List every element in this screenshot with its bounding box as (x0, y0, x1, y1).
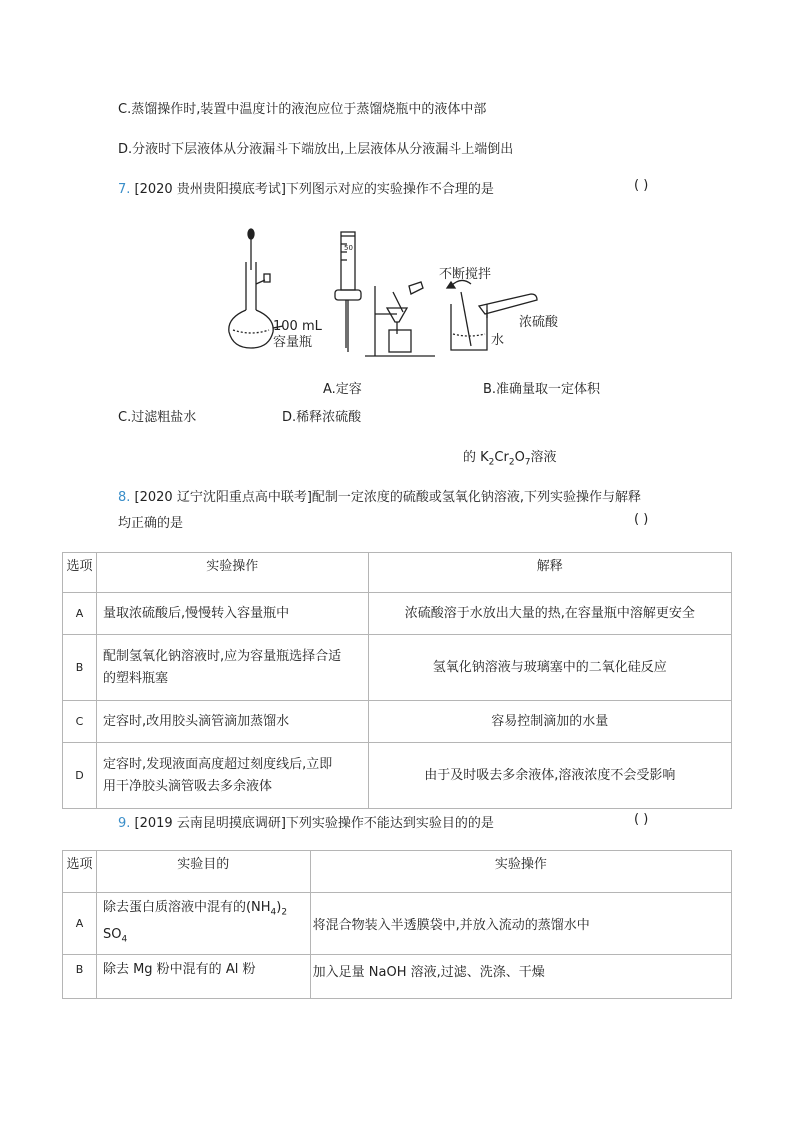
header-option: 选项 (63, 851, 97, 893)
flask-name-label: 容量瓶 (273, 335, 313, 350)
row-explanation: 浓硫酸溶于水放出大量的热,在容量瓶中溶解更安全 (368, 593, 731, 635)
question-8-line2: 均正确的是 (118, 516, 184, 531)
row-explanation: 由于及时吸去多余液体,溶液浓度不会受影响 (368, 743, 731, 809)
subscript: 2 (281, 907, 288, 918)
text-fragment: 除去蛋白质溶液中混有的(NH (102, 899, 271, 915)
table-row (63, 743, 732, 809)
q7-option-b-continuation (463, 446, 557, 468)
answer-paren: ( ) (634, 512, 649, 527)
table-row (63, 593, 732, 635)
answer-paren: ( ) (634, 812, 649, 827)
row-operation (96, 635, 368, 701)
question-7 (118, 178, 494, 197)
table-header-row (63, 553, 732, 593)
goal-line (103, 897, 310, 924)
operation-line: 的塑料瓶塞 (102, 670, 168, 686)
row-option: B (63, 955, 97, 999)
question-text: [2020 辽宁沈阳重点高中联考]配制一定浓度的硫酸或氢氧化钠溶液,下列实验操作与解释 (134, 490, 642, 505)
q8-table (62, 552, 732, 809)
subscript: 4 (121, 934, 128, 945)
option-c-text: C.蒸馏操作时,装置中温度计的液泡应位于蒸馏烧瓶中的液体中部 (118, 102, 487, 117)
question-text: [2019 云南昆明摸底调研]下列实验操作不能达到实验目的的是 (134, 816, 494, 831)
q7-option-d: D.稀释浓硫酸 (282, 410, 362, 425)
filtration-apparatus-icon (365, 282, 435, 356)
row-explanation: 容易控制滴加的水量 (368, 701, 731, 743)
q7-option-b: B.准确量取一定体积 (483, 382, 601, 397)
row-operation (96, 701, 368, 743)
subscript: 4 (270, 907, 277, 918)
table-row (63, 955, 732, 999)
table-row (63, 893, 732, 955)
text-fragment: SO (102, 926, 122, 942)
text-fragment: Cr (494, 450, 509, 465)
q9-table (62, 850, 732, 999)
row-operation (96, 743, 368, 809)
text-fragment: ) (276, 899, 282, 915)
water-label: 水 (491, 333, 505, 348)
header-explanation: 解释 (368, 553, 731, 593)
operation-line: 定容时,发现液面高度超过刻度线后,立即 (102, 756, 333, 772)
subscript: 7 (524, 457, 531, 468)
row-option: B (63, 635, 97, 701)
question-9 (118, 812, 494, 831)
text-fragment: 溶液 (530, 450, 557, 465)
operation-line: 配制氢氧化钠溶液时,应为容量瓶选择合适 (102, 648, 342, 664)
row-option: A (63, 593, 97, 635)
q7-option-c: C.过滤粗盐水 (118, 410, 197, 425)
subscript: 2 (488, 457, 495, 468)
flask-volume-label: 100 mL (273, 319, 322, 334)
answer-paren: ( ) (634, 178, 649, 193)
header-operation: 实验操作 (96, 553, 368, 593)
stir-label: 不断搅拌 (439, 267, 492, 282)
table-row (63, 635, 732, 701)
goal-line (103, 924, 310, 951)
operation-line: 用干净胶头滴管吸去多余液体 (102, 778, 272, 794)
question-text: [2020 贵州贵阳摸底考试]下列图示对应的实验操作不合理的是 (134, 182, 494, 197)
header-option: 选项 (63, 553, 97, 593)
text-fragment: 的 K (463, 450, 489, 465)
operation-line: 量取浓硫酸后,慢慢转入容量瓶中 (102, 605, 290, 621)
question-number: 7. (118, 182, 131, 197)
header-goal: 实验目的 (96, 851, 310, 893)
q7-option-a: A.定容 (323, 382, 362, 397)
table-row (63, 701, 732, 743)
row-goal: 除去 Mg 粉中混有的 Al 粉 (96, 955, 310, 999)
table-header-row (63, 851, 732, 893)
text-fragment: O (514, 450, 525, 465)
question-8 (118, 486, 641, 505)
row-option: D (63, 743, 97, 809)
question-number: 9. (118, 816, 131, 831)
row-explanation: 氢氧化钠溶液与玻璃塞中的二氧化硅反应 (368, 635, 731, 701)
subscript: 2 (508, 457, 515, 468)
header-operation: 实验操作 (310, 851, 731, 893)
row-option: A (63, 893, 97, 955)
burette-scale-label: 50 (344, 244, 353, 252)
row-option: C (63, 701, 97, 743)
row-operation: 加入足量 NaOH 溶液,过滤、洗涤、干燥 (310, 955, 731, 999)
row-operation: 将混合物装入半透膜袋中,并放入流动的蒸馏水中 (310, 893, 731, 955)
lab-apparatus-figure (225, 222, 565, 362)
acid-label: 浓硫酸 (519, 315, 559, 330)
operation-line: 定容时,改用胶头滴管滴加蒸馏水 (102, 713, 290, 729)
question-number: 8. (118, 490, 131, 505)
row-operation (96, 593, 368, 635)
row-goal (96, 893, 310, 955)
option-d-text: D.分液时下层液体从分液漏斗下端放出,上层液体从分液漏斗上端倒出 (118, 142, 514, 157)
